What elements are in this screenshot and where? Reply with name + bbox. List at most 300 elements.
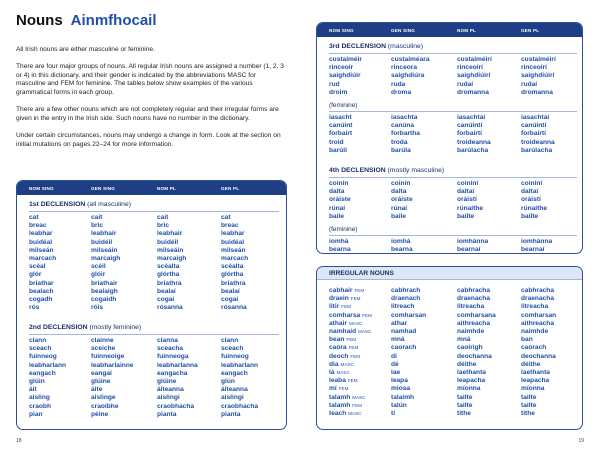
noun-form-cell: bric <box>157 222 170 230</box>
noun-form-cell: daltaí <box>521 188 539 196</box>
noun-form-cell: briathra <box>157 279 182 287</box>
noun-form-cell: litreach <box>391 303 415 311</box>
noun-form-cell: cait <box>91 214 103 221</box>
noun-form-cell <box>329 402 391 410</box>
noun-form-cell: barúlacha <box>521 146 553 154</box>
noun-form-cell: leabhar <box>221 230 245 238</box>
noun-form-cell <box>329 344 391 352</box>
noun-form-cell: caorach <box>521 344 547 352</box>
noun-form-cell: clann <box>221 337 239 344</box>
noun-form-cell: rós <box>29 304 40 312</box>
noun-form-cell: daltaí <box>457 188 475 196</box>
declension-3-masc-rows <box>329 56 577 97</box>
declension-2-section <box>29 324 279 419</box>
irregular-rows <box>329 287 577 418</box>
title-irish: Ainmfhocail <box>70 12 157 29</box>
column-header: NOM SING <box>29 185 54 191</box>
noun-form-cell: comharsana <box>457 311 496 319</box>
noun-form-cell: milseán <box>29 246 54 254</box>
noun-form-cell: aithreacha <box>457 319 490 327</box>
irregular-nouns-table <box>316 266 583 430</box>
divider <box>29 211 279 212</box>
noun-word: cabhair <box>329 287 353 294</box>
declension-4-section <box>329 167 577 254</box>
noun-form-cell: áit <box>29 386 37 394</box>
noun-form-cell: pianta <box>157 410 177 418</box>
noun-form-cell: canúint <box>329 122 353 130</box>
noun-form-cell: róis <box>91 304 104 312</box>
noun-form-cell: dé <box>391 360 399 368</box>
noun-form-cell: bailte <box>457 212 475 220</box>
noun-form-cell: clainne <box>91 337 114 344</box>
divider <box>317 279 582 280</box>
noun-form-cell: athar <box>391 319 408 327</box>
noun-form-cell: cogaí <box>157 296 175 304</box>
noun-form-cell: dí <box>391 352 397 360</box>
noun-form-cell: custaiméirí <box>457 56 492 63</box>
declension-3-heading: 3rd DECLENSION (masculine) <box>329 43 424 50</box>
intro-paragraph: There are a few other nouns which are not completely regular and their irregular forms are given in the entry in the Irish side. Such nouns have no number in the dictionary. <box>16 106 279 122</box>
noun-form-cell: tithe <box>457 410 471 418</box>
noun-form-cell: draenacha <box>457 295 490 303</box>
noun-form-cell: míonna <box>521 385 545 393</box>
noun-form-cell: leabhar <box>29 230 53 238</box>
noun-form-cell: oráistí <box>521 196 541 204</box>
noun-form-cell: custaiméirí <box>521 56 556 63</box>
noun-form-cell: droim <box>329 88 348 96</box>
noun-form-cell: iasacht <box>329 114 352 122</box>
gender-abbreviation: FEM <box>348 345 359 351</box>
column-header: GEN PL <box>521 27 540 33</box>
noun-word: lá <box>329 369 335 377</box>
noun-form-cell: tithe <box>521 410 535 418</box>
noun-word: talamh <box>329 401 351 409</box>
noun-form-cell: leabharlainne <box>91 361 134 369</box>
page-number-right: 19 <box>578 438 584 444</box>
noun-form-cell: cogaí <box>221 296 239 304</box>
noun-form-cell: marcaigh <box>91 255 121 263</box>
noun-form-cell: buidéil <box>157 238 179 246</box>
noun-form-cell: íomhánna <box>457 238 489 246</box>
gender-abbreviation: MASC <box>336 370 350 376</box>
noun-form-cell: canúintí <box>521 122 547 130</box>
noun-word: caora <box>329 344 347 352</box>
gender-abbreviation: MASC <box>358 329 372 335</box>
noun-form-cell: namhad <box>391 328 417 336</box>
noun-form-cell: craobhacha <box>157 402 195 410</box>
noun-form-cell: eangach <box>29 369 56 377</box>
noun-form-cell: leapacha <box>521 377 550 385</box>
noun-form-cell: forbairtí <box>521 130 546 138</box>
noun-form-cell <box>329 385 391 393</box>
noun-form-cell: péine <box>91 410 109 418</box>
noun-form-cell: saighdiúra <box>391 72 425 80</box>
noun-form-cell: rinceoir <box>329 64 354 72</box>
noun-form-cell: áiteanna <box>221 386 248 394</box>
declension-2-rows <box>29 337 279 419</box>
noun-form-cell: bealaí <box>157 287 176 295</box>
column-header-row <box>17 181 286 195</box>
noun-form-cell: dalta <box>391 188 407 196</box>
column-header: GEN SING <box>91 185 116 191</box>
noun-form-cell: leapa <box>391 377 408 385</box>
noun-form-cell: fuinneoige <box>91 353 125 361</box>
noun-form-cell: coinín <box>391 180 411 187</box>
noun-form-cell <box>329 361 391 369</box>
declension-2-heading: 2nd DECLENSION (mostly feminine) <box>29 324 142 331</box>
noun-form-cell: bealaigh <box>91 287 118 295</box>
noun-form-cell: aislingí <box>221 394 244 402</box>
noun-form-cell: saighdiúir <box>329 72 361 80</box>
noun-form-cell: cat <box>221 214 231 221</box>
noun-form-cell: rinceora <box>391 64 418 72</box>
gender-abbreviation: FEM <box>352 402 362 408</box>
noun-form-cell: cogaidh <box>91 296 117 304</box>
noun-form-cell: iasachtaí <box>521 114 550 122</box>
noun-form-cell <box>329 353 391 361</box>
noun-form-cell: marcach <box>29 255 57 263</box>
gender-abbreviation: FEM <box>350 296 361 302</box>
noun-form-cell: milseán <box>221 246 246 254</box>
declension-3-fem-rows <box>329 114 577 155</box>
noun-form-cell: lae <box>391 369 401 377</box>
noun-form-cell: mná <box>457 336 471 344</box>
noun-form-cell: rúnaí <box>391 204 408 212</box>
noun-form-cell: tailte <box>521 401 537 409</box>
noun-form-cell: troid <box>329 138 344 146</box>
noun-form-cell: forbairt <box>329 130 353 138</box>
noun-form-cell: bearna <box>329 246 351 254</box>
noun-form-cell: litreacha <box>521 303 549 311</box>
noun-form-cell: fuinneog <box>221 353 249 361</box>
divider <box>329 111 577 112</box>
noun-word: deoch <box>329 352 349 360</box>
gender-abbreviation: MASC <box>352 394 366 400</box>
declension-1-rows <box>29 214 279 312</box>
noun-form-cell: áiteanna <box>157 386 184 394</box>
noun-form-cell: bearnaí <box>457 246 481 254</box>
noun-form-cell: íomhánna <box>521 238 553 246</box>
noun-form-cell: briathar <box>29 279 54 287</box>
noun-form-cell: tailte <box>457 393 473 401</box>
noun-form-cell: leabharlann <box>29 361 67 369</box>
noun-form-cell: custaiméir <box>329 56 362 63</box>
declension-4-masc-rows <box>329 180 577 221</box>
noun-word: athair <box>329 319 347 327</box>
noun-word: talamh <box>329 393 351 401</box>
noun-form-cell: míosa <box>391 385 411 393</box>
feminine-subheading: (feminine) <box>329 102 358 110</box>
noun-form-cell: glúine <box>157 378 177 386</box>
noun-form-cell: rud <box>329 80 340 88</box>
noun-form-cell: íomhá <box>329 238 349 246</box>
declension-table-3-4 <box>316 22 583 254</box>
noun-word: mí <box>329 385 337 393</box>
noun-form-cell: áite <box>91 386 103 394</box>
noun-form-cell: deochanna <box>457 352 492 360</box>
noun-form-cell: baile <box>391 212 407 220</box>
noun-form-cell: leapacha <box>457 377 486 385</box>
noun-form-cell: custaiméara <box>391 56 430 63</box>
declension-4-heading: 4th DECLENSION (mostly masculine) <box>329 167 445 174</box>
noun-form-cell: aislingí <box>157 394 180 402</box>
noun-form-cell: troideanna <box>457 138 491 146</box>
noun-form-cell: rinceoirí <box>457 64 484 72</box>
gender-abbreviation: MASC <box>348 411 362 417</box>
noun-form-cell: rúnaí <box>329 204 346 212</box>
noun-form-cell: canúintí <box>457 122 483 130</box>
noun-form-cell: rúnaithe <box>457 204 484 212</box>
noun-word: comharsa <box>329 311 361 319</box>
noun-form-cell <box>329 312 391 320</box>
noun-word: dia <box>329 360 339 368</box>
noun-form-cell: litreacha <box>457 303 485 311</box>
noun-form-cell: marcaigh <box>157 255 187 263</box>
noun-form-cell: bealach <box>29 287 54 295</box>
declension-3-section <box>329 43 577 155</box>
noun-form-cell: glórtha <box>157 271 180 279</box>
noun-form-cell: cabhracha <box>521 287 554 294</box>
noun-form-cell: clann <box>29 337 47 344</box>
noun-word: leaba <box>329 377 346 385</box>
noun-form-cell: dalta <box>329 188 345 196</box>
noun-form-cell: saighdiúirí <box>457 72 491 80</box>
noun-form-cell: buidéal <box>29 238 53 246</box>
noun-form-cell: draenacha <box>521 295 554 303</box>
declension-4-fem-rows <box>329 238 577 254</box>
noun-form-cell: glúine <box>91 378 111 386</box>
noun-form-cell: bearnaí <box>521 246 545 254</box>
noun-form-cell: glóir <box>91 271 106 279</box>
noun-form-cell: caoirigh <box>457 344 483 352</box>
noun-form-cell: bric <box>91 222 104 230</box>
noun-form-cell: glórtha <box>221 271 244 279</box>
declension-1-section <box>29 201 279 312</box>
noun-form-cell: míonna <box>457 385 481 393</box>
noun-form-cell: scéal <box>29 263 46 271</box>
divider <box>29 334 279 335</box>
gender-abbreviation: MASC <box>340 361 354 367</box>
intro-paragraph: There are four major groups of nouns. All regular Irish nouns are assigned a number (1, 2, 3 or 4) in this dictionary, and their gender is indicated by the abbreviations MASC for masculine and FEM for feminine. The tables below show examples of the various grammatical forms in each group. <box>16 63 284 96</box>
noun-form-cell: aislinge <box>91 394 116 402</box>
noun-form-cell: íomhá <box>391 238 411 246</box>
noun-form-cell: coiníní <box>521 180 543 187</box>
column-header: NOM SING <box>329 27 354 33</box>
noun-form-cell: cabhrach <box>391 287 421 294</box>
noun-form-cell: craoibhe <box>91 402 119 410</box>
noun-form-cell: draenach <box>391 295 421 303</box>
noun-form-cell: rósanna <box>221 304 247 312</box>
divider <box>329 235 577 236</box>
noun-form-cell <box>329 410 391 418</box>
noun-form-cell: breac <box>29 222 47 230</box>
noun-form-cell: sceach <box>29 345 52 353</box>
noun-form-cell: glór <box>29 271 42 279</box>
noun-form-cell: sceach <box>221 345 244 353</box>
noun-form-cell: tailte <box>521 393 537 401</box>
noun-form-cell: baile <box>329 212 345 220</box>
intro-text <box>16 46 286 158</box>
noun-form-cell: troda <box>391 138 408 146</box>
column-header: NOM PL <box>157 185 177 191</box>
noun-form-cell <box>329 295 391 303</box>
noun-form-cell: cabhracha <box>457 287 490 294</box>
noun-form-cell: rudaí <box>457 80 474 88</box>
noun-form-cell: pianta <box>221 410 241 418</box>
page-title <box>16 12 157 29</box>
noun-form-cell: bailte <box>521 212 539 220</box>
noun-form-cell: naimhde <box>521 328 549 336</box>
noun-form-cell <box>329 369 391 377</box>
noun-form-cell: scéalta <box>157 263 180 271</box>
noun-form-cell: déithe <box>521 360 541 368</box>
irregular-heading: IRREGULAR NOUNS <box>317 267 582 279</box>
noun-form-cell: marcach <box>221 255 249 263</box>
noun-form-cell: milseáin <box>157 246 184 254</box>
noun-form-cell: glúin <box>29 378 45 386</box>
noun-form-cell: sceiche <box>91 345 116 353</box>
noun-form-cell: sceacha <box>157 345 184 353</box>
noun-form-cell: aisling <box>29 394 50 402</box>
noun-form-cell: scéalta <box>221 263 244 271</box>
intro-paragraph: Under certain circumstances, nouns may undergo a change in form. Look at the section on initial mutations on pages 22–24 for more information. <box>16 131 281 148</box>
gender-abbreviation: FEM <box>346 337 357 343</box>
noun-form-cell: leabharlann <box>221 361 259 369</box>
column-header-row <box>317 23 582 37</box>
noun-form-cell: coinín <box>329 180 349 187</box>
noun-form-cell: oráistí <box>457 196 477 204</box>
noun-form-cell: clanna <box>157 337 178 344</box>
noun-form-cell: leabhair <box>91 230 117 238</box>
noun-word: namhaid <box>329 328 357 336</box>
noun-form-cell: laethanta <box>457 369 486 377</box>
column-header: NOM PL <box>457 27 477 33</box>
noun-word: teach <box>329 410 347 418</box>
noun-form-cell: rinceoirí <box>521 64 548 72</box>
noun-form-cell: tí <box>391 410 396 418</box>
noun-form-cell: droma <box>391 88 412 96</box>
noun-form-cell: pian <box>29 410 43 418</box>
noun-form-cell: bearna <box>391 246 413 254</box>
noun-form-cell: scéil <box>91 263 106 271</box>
noun-form-cell: talún <box>391 401 407 409</box>
noun-form-cell: coiníní <box>457 180 479 187</box>
noun-form-cell: cogadh <box>29 296 53 304</box>
divider <box>329 53 577 54</box>
declension-table-1-2 <box>16 180 287 430</box>
noun-form-cell <box>329 320 391 328</box>
gender-abbreviation: FEM <box>338 386 349 392</box>
noun-form-cell: barúil <box>329 146 347 154</box>
noun-form-cell <box>329 303 391 311</box>
noun-form-cell: talaimh <box>391 393 415 401</box>
noun-form-cell: eangach <box>221 369 248 377</box>
intro-paragraph: All Irish nouns are either masculine or feminine. <box>16 46 155 53</box>
noun-form-cell: aithreacha <box>521 319 554 327</box>
noun-form-cell: dromanna <box>521 88 553 96</box>
gender-abbreviation: FEM <box>354 288 365 293</box>
noun-form-cell: ban <box>521 336 533 344</box>
noun-form-cell: milseáin <box>91 246 118 254</box>
noun-form-cell: cait <box>157 214 169 221</box>
feminine-subheading: (feminine) <box>329 226 358 234</box>
noun-form-cell: barúlacha <box>457 146 489 154</box>
noun-form-cell: dromanna <box>457 88 489 96</box>
noun-form-cell: rúnaithe <box>521 204 548 212</box>
divider <box>329 177 577 178</box>
noun-form-cell: bealaí <box>221 287 240 295</box>
noun-word: draein <box>329 295 349 303</box>
noun-form-cell <box>329 328 391 336</box>
noun-form-cell: canúna <box>391 122 415 130</box>
noun-form-cell: troideanna <box>521 138 555 146</box>
noun-form-cell: barúla <box>391 146 411 154</box>
noun-form-cell: buidéil <box>91 238 113 246</box>
noun-form-cell: déithe <box>457 360 477 368</box>
noun-form-cell: rósanna <box>157 304 183 312</box>
noun-form-cell: tailte <box>457 401 473 409</box>
noun-form-cell: buidéal <box>221 238 245 246</box>
right-page <box>300 0 600 454</box>
gender-abbreviation: FEM <box>347 378 358 384</box>
noun-form-cell: leabhair <box>157 230 183 238</box>
column-header: GEN PL <box>221 185 240 191</box>
noun-form-cell: briathra <box>221 279 246 287</box>
noun-form-cell <box>329 336 391 344</box>
noun-form-cell: comharsan <box>521 311 557 319</box>
title-english: Nouns <box>16 12 63 29</box>
noun-form-cell: deochanna <box>521 352 556 360</box>
noun-form-cell: craobhacha <box>221 402 259 410</box>
gender-abbreviation: FEM <box>341 304 351 310</box>
noun-form-cell <box>329 394 391 402</box>
noun-form-cell: breac <box>221 222 239 230</box>
noun-form-cell: leabharlanna <box>157 361 198 369</box>
noun-form-cell: glún <box>221 378 235 386</box>
noun-form-cell: oráiste <box>329 196 351 204</box>
noun-form-cell: saighdiúirí <box>521 72 555 80</box>
noun-form-cell: ruda <box>391 80 406 88</box>
noun-form-cell: eangacha <box>157 369 188 377</box>
page-number-left: 18 <box>16 438 22 444</box>
noun-word: litir <box>329 303 340 311</box>
noun-form-cell <box>329 377 391 385</box>
gender-abbreviation: FEM <box>362 312 372 318</box>
noun-form-cell: cat <box>29 214 39 221</box>
noun-form-cell: naimhde <box>457 328 485 336</box>
gender-abbreviation: MASC <box>348 320 363 326</box>
declension-1-heading: 1st DECLENSION (all masculine) <box>29 201 131 208</box>
noun-form-cell: craobh <box>29 402 51 410</box>
gender-abbreviation: FEM <box>350 353 361 359</box>
noun-form-cell: caorach <box>391 344 417 352</box>
noun-form-cell: comharsan <box>391 311 427 319</box>
noun-form-cell: iasachtaí <box>457 114 486 122</box>
noun-form-cell: laethanta <box>521 369 550 377</box>
noun-form-cell: mná <box>391 336 405 344</box>
noun-form-cell: eangaí <box>91 369 112 377</box>
noun-form-cell: fuinneog <box>29 353 57 361</box>
noun-word: bean <box>329 336 345 344</box>
noun-form-cell: oráiste <box>391 196 413 204</box>
noun-form-cell: forbartha <box>391 130 420 138</box>
noun-form-cell: rudaí <box>521 80 538 88</box>
noun-form-cell <box>329 287 391 295</box>
noun-form-cell: fuinneoga <box>157 353 189 361</box>
noun-form-cell: iasachta <box>391 114 418 122</box>
column-header: GEN SING <box>391 27 416 33</box>
noun-form-cell: briathair <box>91 279 118 287</box>
